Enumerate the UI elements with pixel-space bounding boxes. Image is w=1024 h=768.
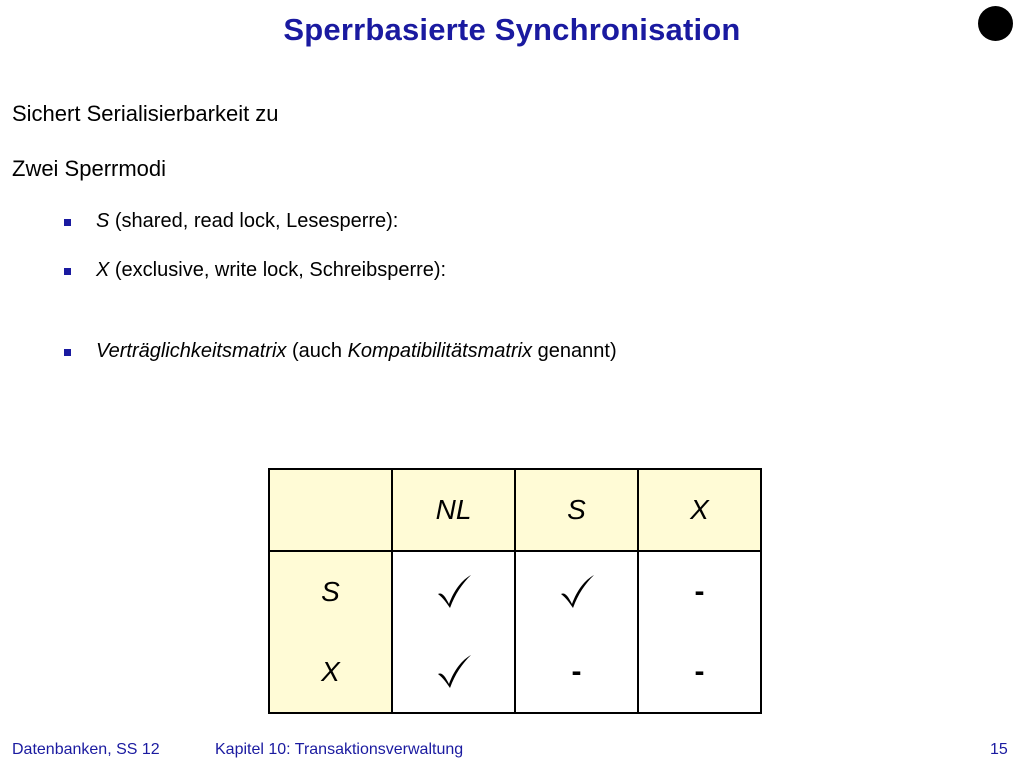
checkmark-icon [434, 652, 474, 692]
matrix-cell-s-x: - [638, 551, 761, 632]
matrix-cell-x-s: - [515, 632, 638, 713]
record-dot-icon [978, 6, 1013, 41]
term-s: S [96, 210, 110, 232]
text-line-lock-modes: Zwei Sperrmodi [12, 156, 167, 181]
footer-chapter: Kapitel 10: Transaktionsverwaltung [215, 741, 464, 758]
matrix-cell-x-x: - [638, 632, 761, 713]
text-auch: (auch [286, 340, 348, 362]
matrix-cell-s-s [515, 551, 638, 632]
bullet-square-icon [64, 268, 71, 275]
term-vertraeglichkeitsmatrix: Verträglichkeitsmatrix [96, 340, 287, 362]
desc-x: (exclusive, write lock, Schreibsperre): [109, 259, 447, 281]
matrix-row-label-s: S [269, 551, 392, 632]
compatibility-matrix [268, 468, 762, 714]
matrix-header-x: X [638, 469, 761, 551]
bullet-square-icon [64, 219, 71, 226]
matrix-header-s: S [515, 469, 638, 551]
matrix-cell-s-nl [392, 551, 515, 632]
matrix-corner-cell [269, 469, 392, 551]
checkmark-icon [434, 572, 474, 612]
text-genannt: genannt) [532, 340, 617, 362]
checkmark-icon [557, 572, 597, 612]
text-line-serializability: Sichert Serialisierbarkeit zu [12, 101, 279, 126]
matrix-row-s [269, 551, 761, 632]
matrix-header-nl: NL [392, 469, 515, 551]
matrix-cell-x-nl [392, 632, 515, 713]
slide-title: Sperrbasierte Synchronisation [283, 12, 741, 47]
term-x: X [96, 259, 110, 281]
footer-course: Datenbanken, SS 12 [12, 741, 160, 758]
matrix-row-label-x: X [269, 632, 392, 713]
term-kompatibilitaetsmatrix: Kompatibilitätsmatrix [347, 340, 533, 362]
footer-page-number: 15 [990, 741, 1008, 758]
desc-s: (shared, read lock, Lesesperre): [109, 210, 399, 232]
matrix-header-row [269, 469, 761, 551]
bullet-square-icon [64, 349, 71, 356]
matrix-row-x [269, 632, 761, 713]
